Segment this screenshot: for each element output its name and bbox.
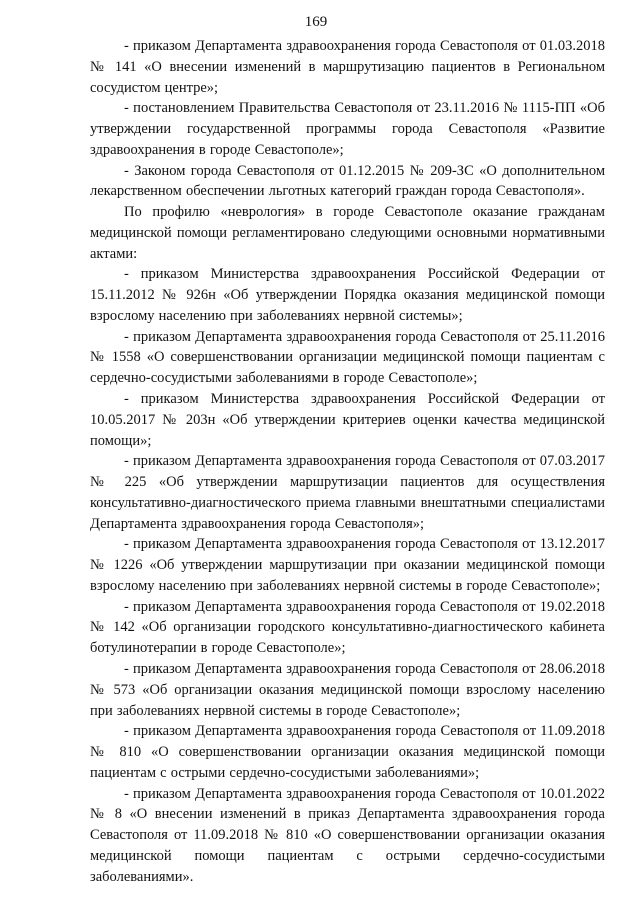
body-text xyxy=(90,36,605,887)
paragraph-order-926n: - приказом Министерства здравоохранения Российской Федерации от 15.11.2012 № 926н «Об утверждении Порядка оказания медицинской помощи взрослому населению при заболеваниях нервной системы»; xyxy=(90,266,605,324)
paragraph-resolution-1115: - постановлением Правительства Севастополя от 23.11.2016 № 1115-ПП «Об утверждении государственной программы города Севастополя «Развитие здравоохранения в городе Севастополе»; xyxy=(90,100,605,158)
paragraph-order-1558: - приказом Департамента здравоохранения города Севастополя от 25.11.2016 № 1558 «О совершенствовании организации медицинской помощи пациентам с сердечно-сосудистыми заболеваниями в городе Севастополе»; xyxy=(90,328,605,387)
paragraph-order-225: - приказом Департамента здравоохранения города Севастополя от 07.03.2017 № 225 «Об утверждении маршрутизации пациентов для осуществления консультативно-диагностического приема главными внештатными специалистами Департамента здравоохранения города Севастополя»; xyxy=(90,453,605,532)
paragraph-neurology-intro: По профилю «неврология» в городе Севастополе оказание гражданам медицинской помощи регламентировано следующими основными нормативными актами: xyxy=(90,204,605,262)
page-number: 169 xyxy=(304,14,328,30)
paragraph-order-573: - приказом Департамента здравоохранения города Севастополя от 28.06.2018 № 573 «Об организации оказания медицинской помощи взрослому населению при заболеваниях нервной системы в городе Севастополе»; xyxy=(90,660,605,719)
paragraph-law-209: - Законом города Севастополя от 01.12.2015 № 209-ЗС «О дополнительном лекарственном обеспечении льготных категорий граждан города Севастополя». xyxy=(90,162,605,200)
paragraph-order-1226: - приказом Департамента здравоохранения города Севастополя от 13.12.2017 № 1226 «Об утверждении маршрутизации при оказании медицинской помощи взрослому населению при заболеваниях нервной системы в городе Севастополе»; xyxy=(90,536,605,594)
paragraph-order-8: - приказом Департамента здравоохранения города Севастополя от 10.01.2022 № 8 «О внесении изменений в приказ Департамента здравоохранения города Севастополя от 11.09.2018 № 810 «О совершенствовании организации оказания медицинской помощи пациентам с острыми сердечно-сосудистыми заболеваниями». xyxy=(90,785,605,885)
paragraph-order-141: - приказом Департамента здравоохранения города Севастополя от 01.03.2018 № 141 «О внесении изменений в маршрутизацию пациентов в Региональном сосудистом центре»; xyxy=(90,38,605,96)
paragraph-order-810: - приказом Департамента здравоохранения города Севастополя от 11.09.2018 № 810 «О совершенствовании организации оказания медицинской помощи пациентам с острыми сердечно-сосудистыми заболеваниями»; xyxy=(90,723,605,781)
paragraph-order-203n: - приказом Министерства здравоохранения Российской Федерации от 10.05.2017 № 203н «Об утверждении критериев оценки качества медицинской помощи»; xyxy=(90,391,605,449)
paragraph-order-142: - приказом Департамента здравоохранения города Севастополя от 19.02.2018 № 142 «Об организации городского консультативно-диагностического кабинета ботулинотерапии в городе Севастополе»; xyxy=(90,598,605,657)
